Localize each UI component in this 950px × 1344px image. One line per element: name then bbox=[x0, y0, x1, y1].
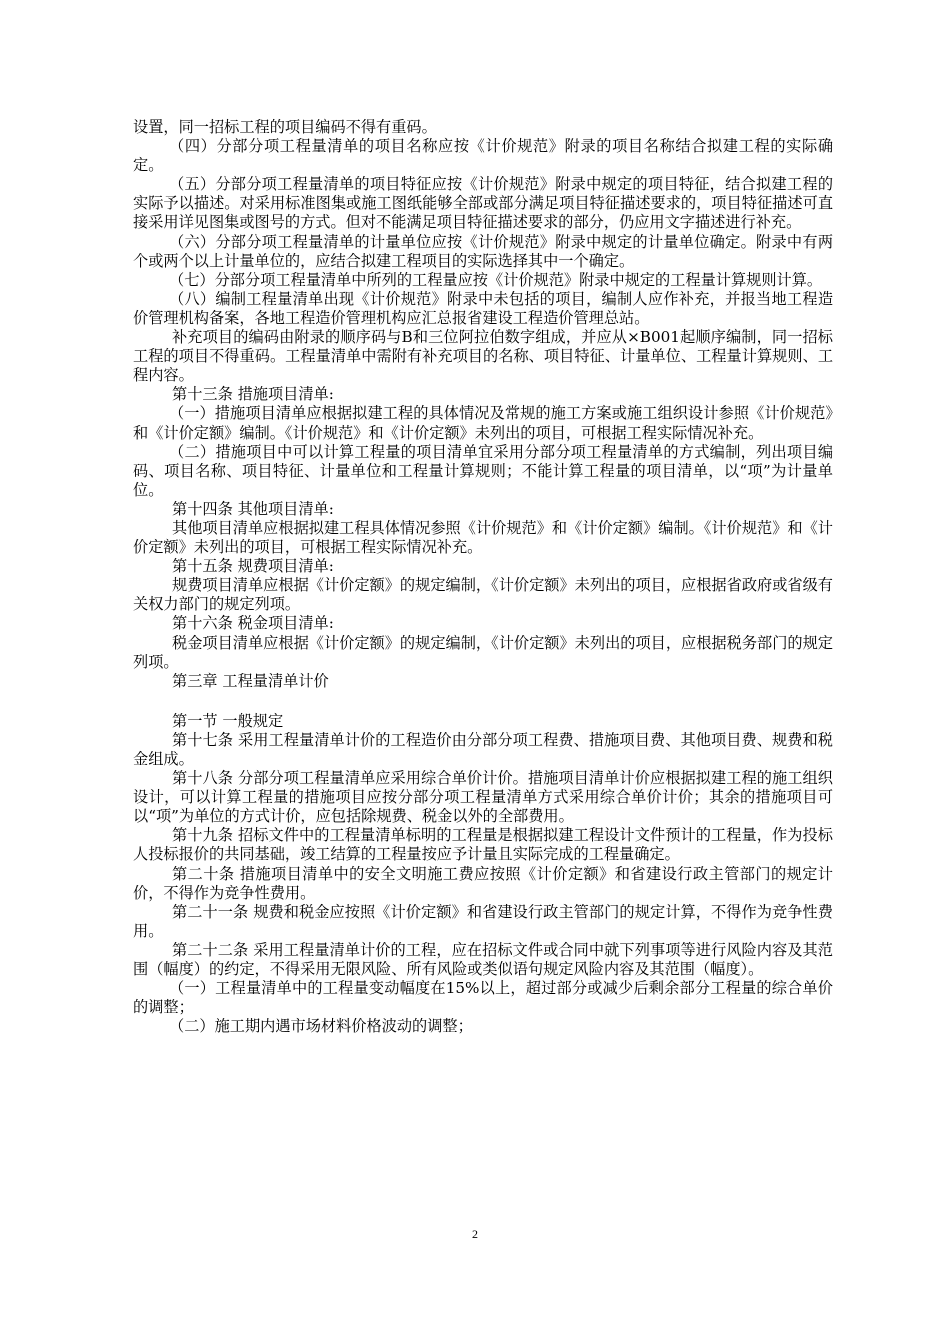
paragraph: （五）分部分项工程量清单的项目特征应按《计价规范》附录中规定的项目特征，结合拟建工程的实际予以描述。对采用标准图集或施工图纸能够全部或部分满足项目特征描述要求的，项目特征描述可直接采用详见图集或图号的方式。但对不能满足项目特征描述要求的部分，仍应用文字描述进行补充。 bbox=[133, 175, 833, 232]
paragraph: 第二十条 措施项目清单中的安全文明施工费应按照《计价定额》和省建设行政主管部门的规定计价，不得作为竞争性费用。 bbox=[133, 864, 833, 902]
paragraph: （七）分部分项工程量清单中所列的工程量应按《计价规范》附录中规定的工程量计算规则计算。 bbox=[169, 270, 823, 289]
paragraph: 第二十二条 采用工程量清单计价的工程，应在招标文件或合同中就下列事项等进行风险内容及其范围（幅度）的约定，不得采用无限风险、所有风险或类似语句规定风险内容及其范围（幅度）。 bbox=[133, 940, 833, 979]
paragraph: 第十八条 分部分项工程量清单应采用综合单价计价。措施项目清单计价应根据拟建工程的施工组织设计，可以计算工程量的措施项目应按分部分项工程量清单方式采用综合单价计价；其余的措施项目可以“项”为单位的方式计价，应包括除规费、税金以外的全部费用。 bbox=[133, 769, 833, 826]
paragraph: （二）措施项目中可以计算工程量的项目清单宜采用分部分项工程量清单的方式编制，列出项目编码、项目名称、项目特征、计量单位和工程量计算规则；不能计算工程量的项目清单，以“项”为计量单位。 bbox=[133, 442, 833, 499]
paragraph: 第二十一条 规费和税金应按照《计价定额》和省建设行政主管部门的规定计算，不得作为竞争性费用。 bbox=[133, 902, 833, 940]
paragraph: （一）工程量清单中的工程量变动幅度在15%以上，超过部分或减少后剩余部分工程量的综合单价的调整； bbox=[133, 979, 833, 1017]
paragraph: 第十六条 税金项目清单: bbox=[172, 614, 334, 633]
paragraph: （二）施工期内遇市场材料价格波动的调整； bbox=[169, 1017, 473, 1036]
paragraph: 税金项目清单应根据《计价定额》的规定编制，《计价定额》未列出的项目，应根据税务部门的规定列项。 bbox=[133, 633, 833, 671]
paragraph: 第一节 一般规定 bbox=[172, 711, 284, 730]
paragraph: 补充项目的编码由附录的顺序码与B和三位阿拉伯数字组成，并应从×B001起顺序编制，同一招标工程的项目不得重码。工程量清单中需附有补充项目的名称、项目特征、计量单位、工程量计算规则、工程内容。 bbox=[133, 328, 833, 385]
paragraph: 规费项目清单应根据《计价定额》的规定编制，《计价定额》未列出的项目，应根据省政府或省级有关权力部门的规定列项。 bbox=[133, 576, 833, 614]
document-body bbox=[133, 118, 833, 1036]
paragraph: 第十四条 其他项目清单: bbox=[172, 499, 334, 518]
paragraph: 第三章 工程量清单计价 bbox=[172, 671, 329, 690]
paragraph: （八）编制工程量清单出现《计价规范》附录中未包括的项目，编制人应作补充，并报当地工程造价管理机构备案，各地工程造价管理机构应汇总报省建设工程造价管理总站。 bbox=[133, 289, 833, 327]
page-number: 2 bbox=[472, 1227, 478, 1241]
paragraph: 第十五条 规费项目清单: bbox=[172, 557, 334, 576]
paragraph: 第十三条 措施项目清单: bbox=[172, 385, 334, 404]
paragraph: 设置，同一招标工程的项目编码不得有重码。 bbox=[133, 118, 437, 136]
paragraph: 第十七条 采用工程量清单计价的工程造价由分部分项工程费、措施项目费、其他项目费、规费和税金组成。 bbox=[133, 730, 833, 768]
paragraph: 其他项目清单应根据拟建工程具体情况参照《计价规范》和《计价定额》编制。《计价规范》和《计价定额》未列出的项目，可根据工程实际情况补充。 bbox=[133, 518, 833, 557]
paragraph: （六）分部分项工程量清单的计量单位应按《计价规范》附录中规定的计量单位确定。附录中有两个或两个以上计量单位的，应结合拟建工程项目的实际选择其中一个确定。 bbox=[133, 232, 833, 270]
paragraph: 第十九条 招标文件中的工程量清单标明的工程量是根据拟建工程设计文件预计的工程量，作为投标人投标报价的共同基础，竣工结算的工程量按应予计量且实际完成的工程量确定。 bbox=[133, 826, 833, 864]
paragraph: （四）分部分项工程量清单的项目名称应按《计价规范》附录的项目名称结合拟建工程的实际确定。 bbox=[133, 137, 833, 175]
paragraph: （一）措施项目清单应根据拟建工程的具体情况及常规的施工方案或施工组织设计参照《计价规范》和《计价定额》编制。《计价规范》和《计价定额》未列出的项目，可根据工程实际情况补充。 bbox=[133, 404, 833, 442]
blank-line bbox=[133, 691, 833, 712]
